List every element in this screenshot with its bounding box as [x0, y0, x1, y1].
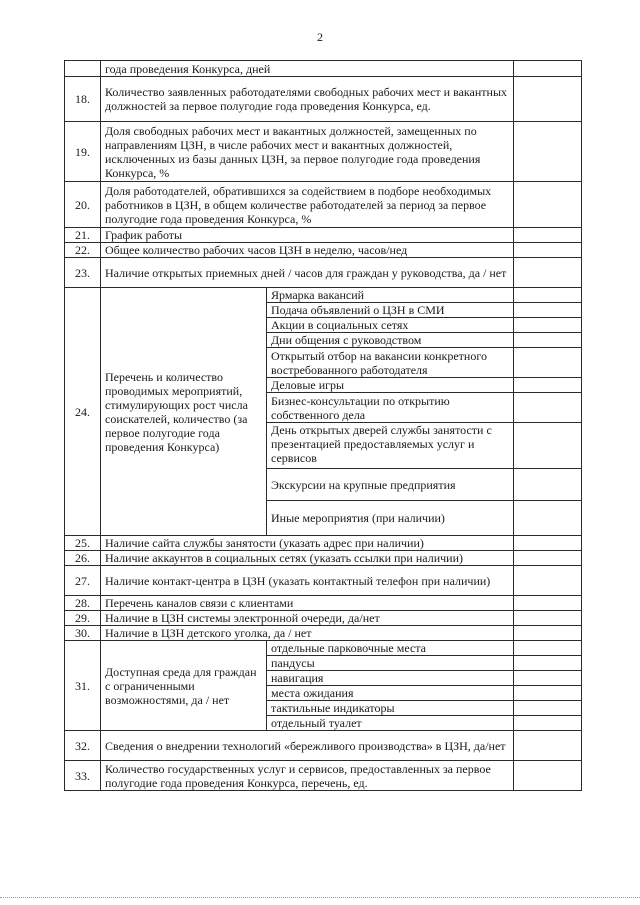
value-cell	[514, 348, 582, 378]
row-text: Сведения о внедрении технологий «бережливого производства» в ЦЗН, да/нет	[101, 731, 514, 761]
value-cell	[514, 716, 582, 731]
value-cell	[514, 469, 582, 501]
row-number: 27.	[65, 566, 101, 596]
criteria-table	[64, 60, 582, 791]
table-row	[65, 626, 582, 641]
row-number: 21.	[65, 228, 101, 243]
value-cell	[514, 182, 582, 228]
table-row	[65, 731, 582, 761]
table-row	[65, 596, 582, 611]
sub-item: пандусы	[267, 656, 514, 671]
table-row	[65, 288, 582, 303]
value-cell	[514, 77, 582, 122]
sub-item: Акции в социальных сетях	[267, 318, 514, 333]
row-number: 24.	[65, 288, 101, 536]
sub-item: места ожидания	[267, 686, 514, 701]
table-row	[65, 551, 582, 566]
value-cell	[514, 318, 582, 333]
sub-item: Бизнес-консультации по открытию собственного дела	[267, 393, 514, 423]
value-cell	[514, 423, 582, 469]
sub-item: отдельный туалет	[267, 716, 514, 731]
row-label: Перечень и количество проводимых мероприятий, стимулирующих рост числа соискателей, количество (за первое полугодие года проведения Конкурса)	[101, 288, 267, 536]
row-number: 32.	[65, 731, 101, 761]
sub-item: Иные мероприятия (при наличии)	[267, 501, 514, 536]
value-cell	[514, 501, 582, 536]
row-number: 20.	[65, 182, 101, 228]
row-text: Перечень каналов связи с клиентами	[101, 596, 514, 611]
value-cell	[514, 536, 582, 551]
value-cell	[514, 686, 582, 701]
row-number: 30.	[65, 626, 101, 641]
row-number: 31.	[65, 641, 101, 731]
row-number: 18.	[65, 77, 101, 122]
value-cell	[514, 378, 582, 393]
row-text: Наличие открытых приемных дней / часов для граждан у руководства, да / нет	[101, 258, 514, 288]
row-number: 26.	[65, 551, 101, 566]
sub-item: навигация	[267, 671, 514, 686]
table-row	[65, 122, 582, 182]
table-row	[65, 611, 582, 626]
table-row	[65, 258, 582, 288]
row-text: года проведения Конкурса, дней	[101, 61, 514, 77]
row-number: 25.	[65, 536, 101, 551]
value-cell	[514, 671, 582, 686]
table-row	[65, 641, 582, 656]
value-cell	[514, 566, 582, 596]
value-cell	[514, 641, 582, 656]
value-cell	[514, 656, 582, 671]
table-row	[65, 61, 582, 77]
row-number: 22.	[65, 243, 101, 258]
value-cell	[514, 303, 582, 318]
row-number: 28.	[65, 596, 101, 611]
row-text: Наличие сайта службы занятости (указать адрес при наличии)	[101, 536, 514, 551]
value-cell	[514, 258, 582, 288]
value-cell	[514, 701, 582, 716]
row-text: Наличие в ЦЗН системы электронной очереди, да/нет	[101, 611, 514, 626]
table-row	[65, 566, 582, 596]
sub-item: Подача объявлений о ЦЗН в СМИ	[267, 303, 514, 318]
table-row	[65, 77, 582, 122]
value-cell	[514, 596, 582, 611]
row-text: Общее количество рабочих часов ЦЗН в неделю, часов/нед	[101, 243, 514, 258]
value-cell	[514, 731, 582, 761]
value-cell	[514, 761, 582, 791]
sub-item: Дни общения с руководством	[267, 333, 514, 348]
row-text: График работы	[101, 228, 514, 243]
sub-item: отдельные парковочные места	[267, 641, 514, 656]
page-number: 2	[317, 30, 323, 44]
row-text: Наличие контакт-центра в ЦЗН (указать контактный телефон при наличии)	[101, 566, 514, 596]
sub-item: Экскурсии на крупные предприятия	[267, 469, 514, 501]
row-number	[65, 61, 101, 77]
row-text: Наличие в ЦЗН детского уголка, да / нет	[101, 626, 514, 641]
row-text: Количество заявленных работодателями свободных рабочих мест и вакантных должностей за первое полугодие года проведения Конкурса, ед.	[101, 77, 514, 122]
sub-item: День открытых дверей службы занятости с презентацией предоставляемых услуг и сервисов	[267, 423, 514, 469]
row-number: 29.	[65, 611, 101, 626]
row-number: 33.	[65, 761, 101, 791]
row-number: 19.	[65, 122, 101, 182]
row-text: Доля свободных рабочих мест и вакантных должностей, замещенных по направлениям ЦЗН, в числе рабочих мест и вакантных должностей, исключенных из базы данных ЦЗН, за первое полугодие года проведения Конкурса, %	[101, 122, 514, 182]
value-cell	[514, 393, 582, 423]
table-row	[65, 182, 582, 228]
table-row	[65, 761, 582, 791]
sub-item: Открытый отбор на вакансии конкретного востребованного работодателя	[267, 348, 514, 378]
table-row	[65, 228, 582, 243]
sub-item: тактильные индикаторы	[267, 701, 514, 716]
scan-edge-divider	[0, 897, 640, 898]
value-cell	[514, 626, 582, 641]
table-row	[65, 536, 582, 551]
row-label: Доступная среда для граждан с ограниченными возможностями, да / нет	[101, 641, 267, 731]
value-cell	[514, 228, 582, 243]
row-text: Количество государственных услуг и сервисов, предоставленных за первое полугодие года проведения Конкурса, перечень, ед.	[101, 761, 514, 791]
row-text: Наличие аккаунтов в социальных сетях (указать ссылки при наличии)	[101, 551, 514, 566]
value-cell	[514, 611, 582, 626]
sub-item: Деловые игры	[267, 378, 514, 393]
value-cell	[514, 122, 582, 182]
sub-item: Ярмарка вакансий	[267, 288, 514, 303]
row-number: 23.	[65, 258, 101, 288]
value-cell	[514, 333, 582, 348]
value-cell	[514, 288, 582, 303]
value-cell	[514, 551, 582, 566]
value-cell	[514, 243, 582, 258]
value-cell	[514, 61, 582, 77]
row-text: Доля работодателей, обратившихся за содействием в подборе необходимых работников в ЦЗН, в общем количестве работодателей за период за первое полугодие года проведения Конкурса, %	[101, 182, 514, 228]
table-row	[65, 243, 582, 258]
